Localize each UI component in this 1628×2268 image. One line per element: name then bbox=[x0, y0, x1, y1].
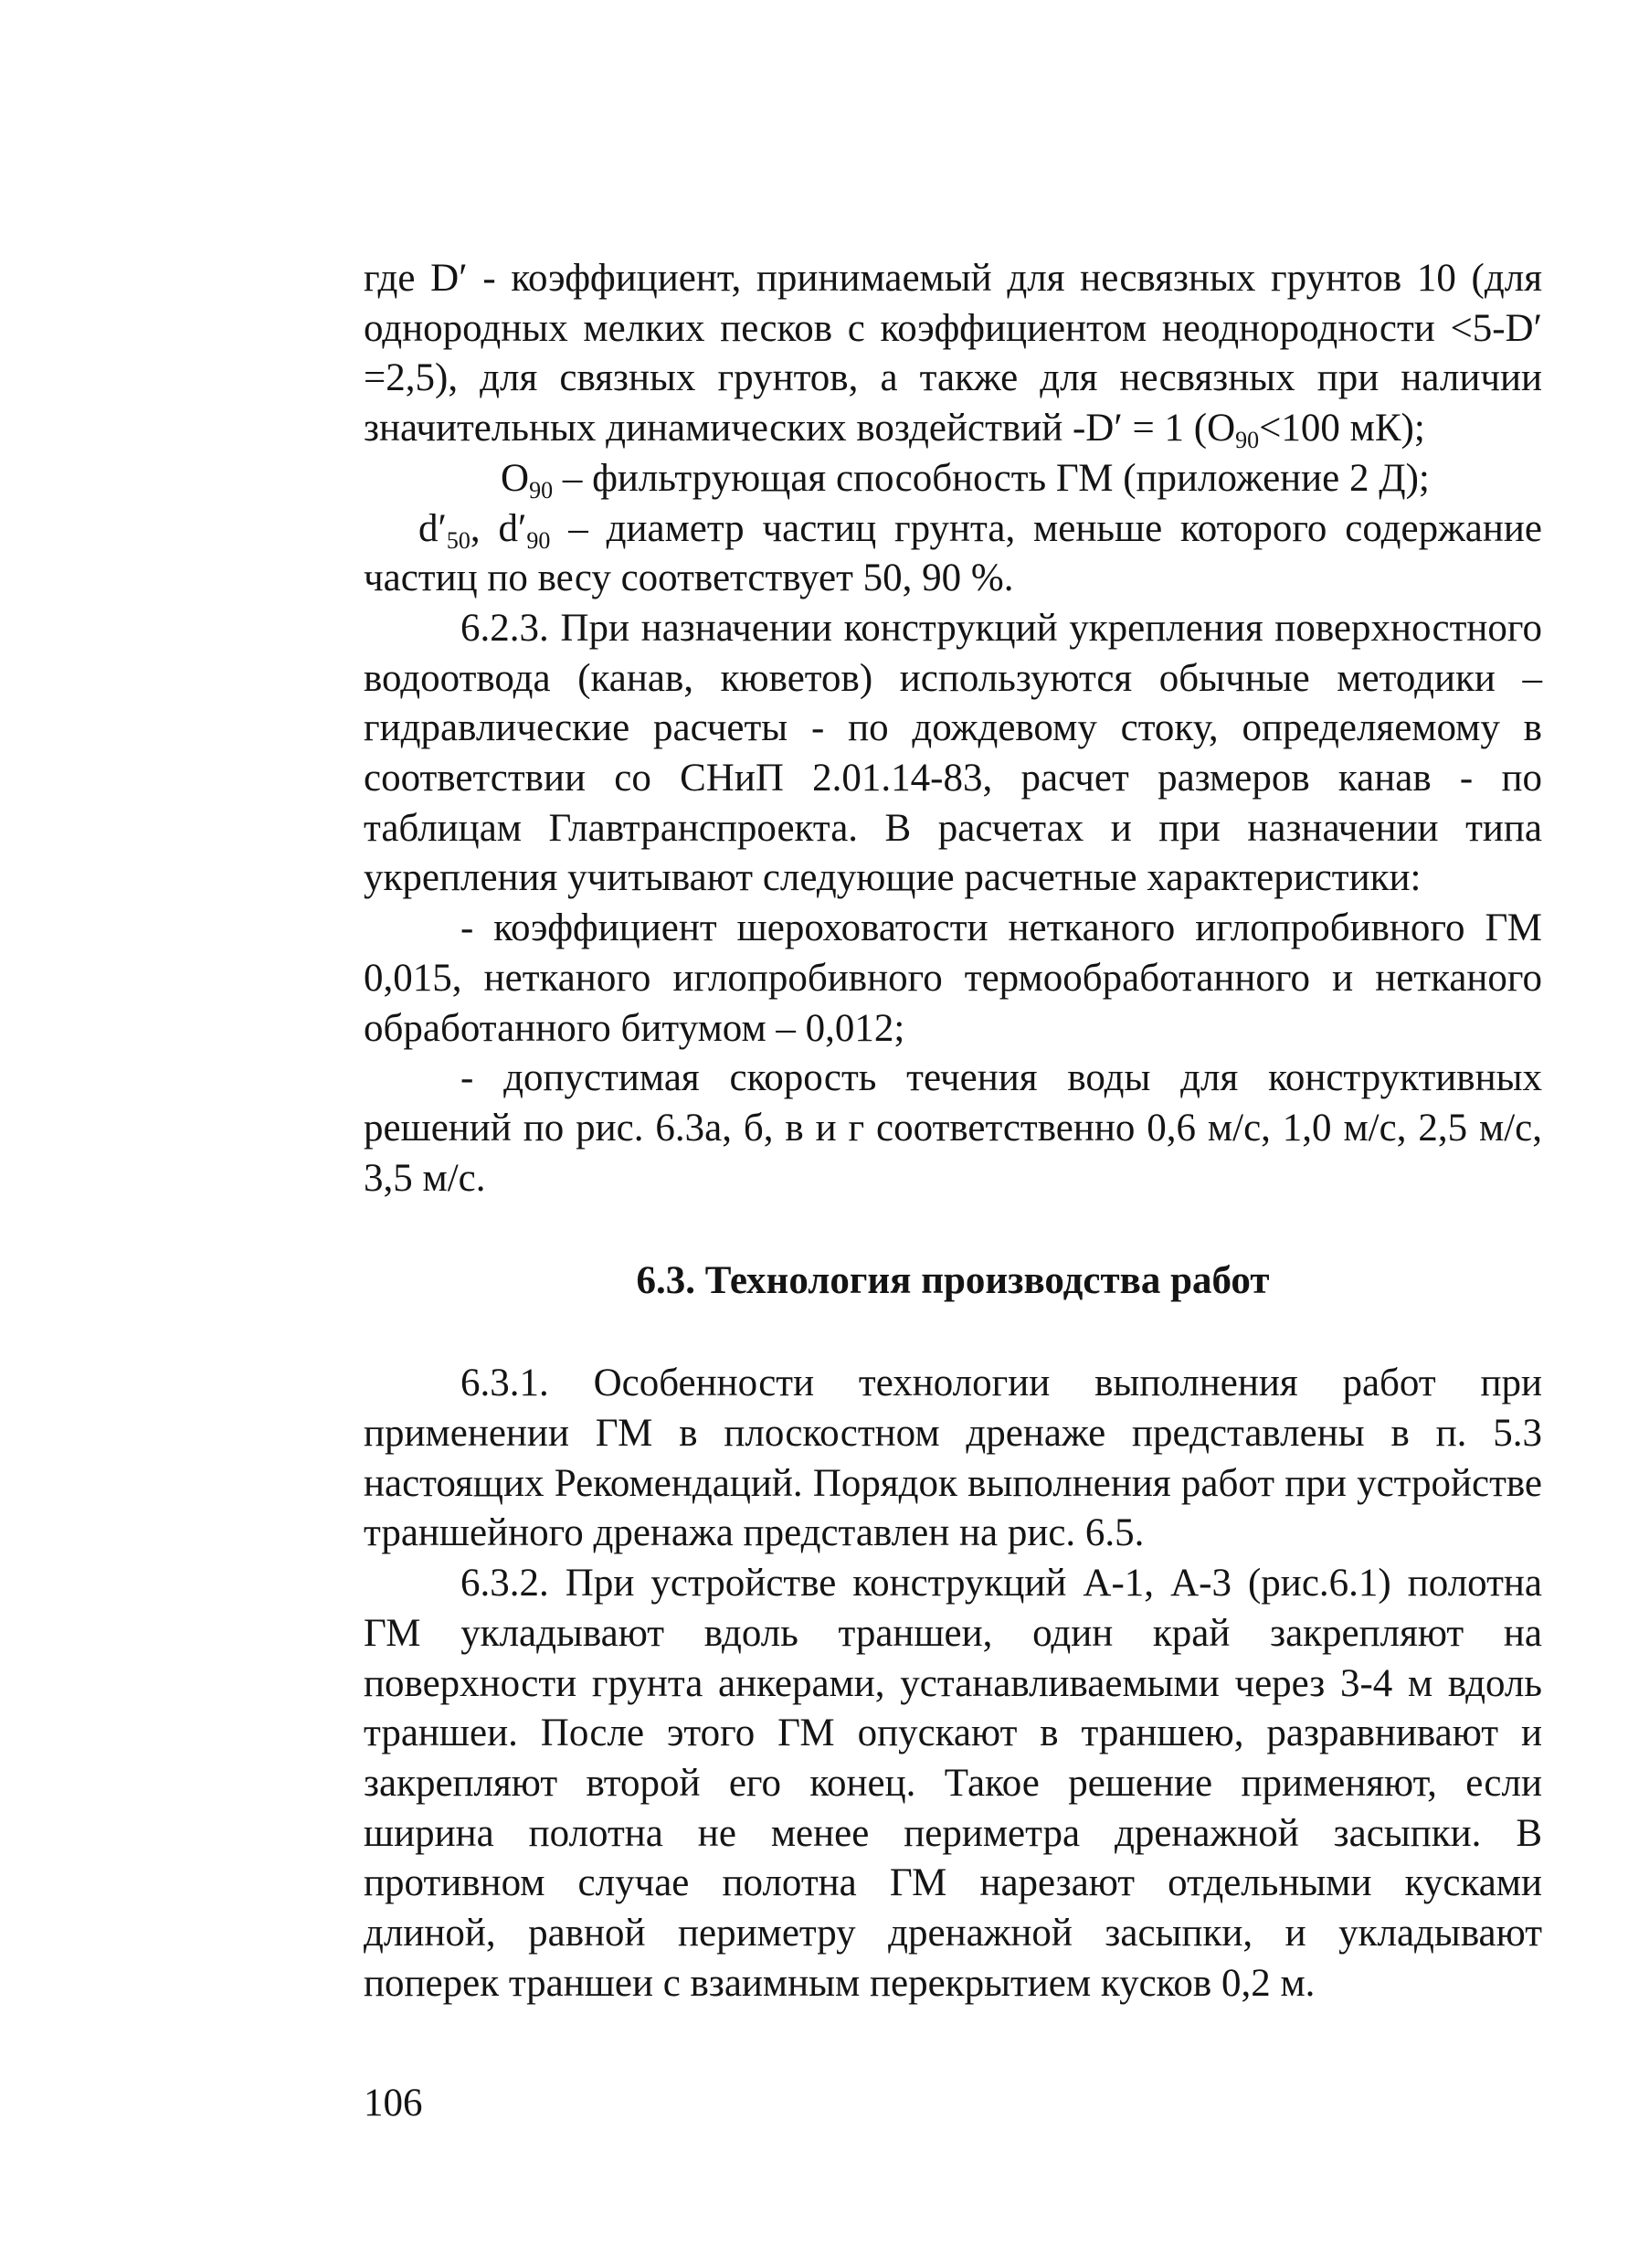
bullet-roughness: - коэффициент шероховатости нетканого иглопробивного ГМ 0,015, нетканого иглопробивного термообработанного и нетканого обработанного битумом – 0,012; bbox=[364, 906, 1542, 1050]
d50-symbol: d′ bbox=[418, 506, 447, 550]
d-definition: – диаметр частиц грунта, меньше которого содержание частиц по весу соответствует 50, 90 %. bbox=[364, 506, 1542, 600]
bullet-velocity: - допустимая скорость течения воды для конструктивных решений по рис. 6.3а, б, в и г соответственно 0,6 м/с, 1,0 м/с, 2,5 м/с, 3,5 м/с. bbox=[364, 1056, 1542, 1200]
paragraph-d-coefficient bbox=[364, 254, 1542, 454]
d50-subscript: 50 bbox=[446, 526, 470, 554]
section-heading: 6.3. Технология производства работ bbox=[636, 1259, 1270, 1303]
subscript-90: 90 bbox=[1235, 427, 1260, 454]
d90-subscript: 90 bbox=[526, 526, 551, 554]
paragraph-6-3-1: 6.3.1. Особенности технологии выполнения работ при применении ГМ в плоскостном дренаже представлены в п. 5.3 настоящих Рекомендаций. Порядок выполнения работ при устройстве траншейного дренажа представлен на рис. 6.5. bbox=[364, 1362, 1542, 1555]
page-number: 106 bbox=[364, 2082, 423, 2125]
d90-symbol: , d′ bbox=[470, 506, 527, 550]
definition-o90 bbox=[364, 454, 1542, 504]
o90-definition: – фильтрующая способность ГМ (приложение 2 Д); bbox=[553, 456, 1430, 500]
paragraph-6-3-2: 6.3.2. При устройстве конструкций А-1, А-3 (рис.6.1) полотна ГМ укладывают вдоль траншеи, один край закрепляют на поверхности грунта анкерами, устанавливаемыми через 3-4 м вдоль траншеи. После этого ГМ опускают в траншею, разравнивают и закрепляют второй его конец. Такое решение применяют, если ширина полотна не менее периметра дренажной засыпки. В противном случае полотна ГМ нарезают отдельными кусками длиной, равной периметру дренажной засыпки, и укладывают поперек траншеи с взаимным перекрытием кусков 0,2 м. bbox=[364, 1562, 1542, 2005]
definition-d50-d90 bbox=[364, 504, 1542, 604]
o90-symbol: O bbox=[501, 456, 530, 500]
o90-subscript: 90 bbox=[529, 476, 554, 503]
page-body bbox=[364, 254, 1542, 2009]
d-coefficient-tail: <100 мК); bbox=[1259, 407, 1425, 450]
paragraph-6-2-3: 6.2.3. При назначении конструкций укрепления поверхностного водоотвода (канав, кюветов) используются обычные методики – гидравлические расчеты - по дождевому стоку, определяемому в соответствии со СНиП 2.01.14-83, расчет размеров канав - по таблицам Главтранспроекта. В расчетах и при назначении типа укрепления учитывают следующие расчетные характеристики: bbox=[364, 606, 1542, 900]
d-coefficient-text: где D′ - коэффициент, принимаемый для несвязных грунтов 10 (для однородных мелких песков с коэффициентом неоднородности <5-D′ =2,5), для связных грунтов, а также для несвязных при наличии значительных динамических воздействий -D′ = 1 (O bbox=[364, 257, 1542, 450]
